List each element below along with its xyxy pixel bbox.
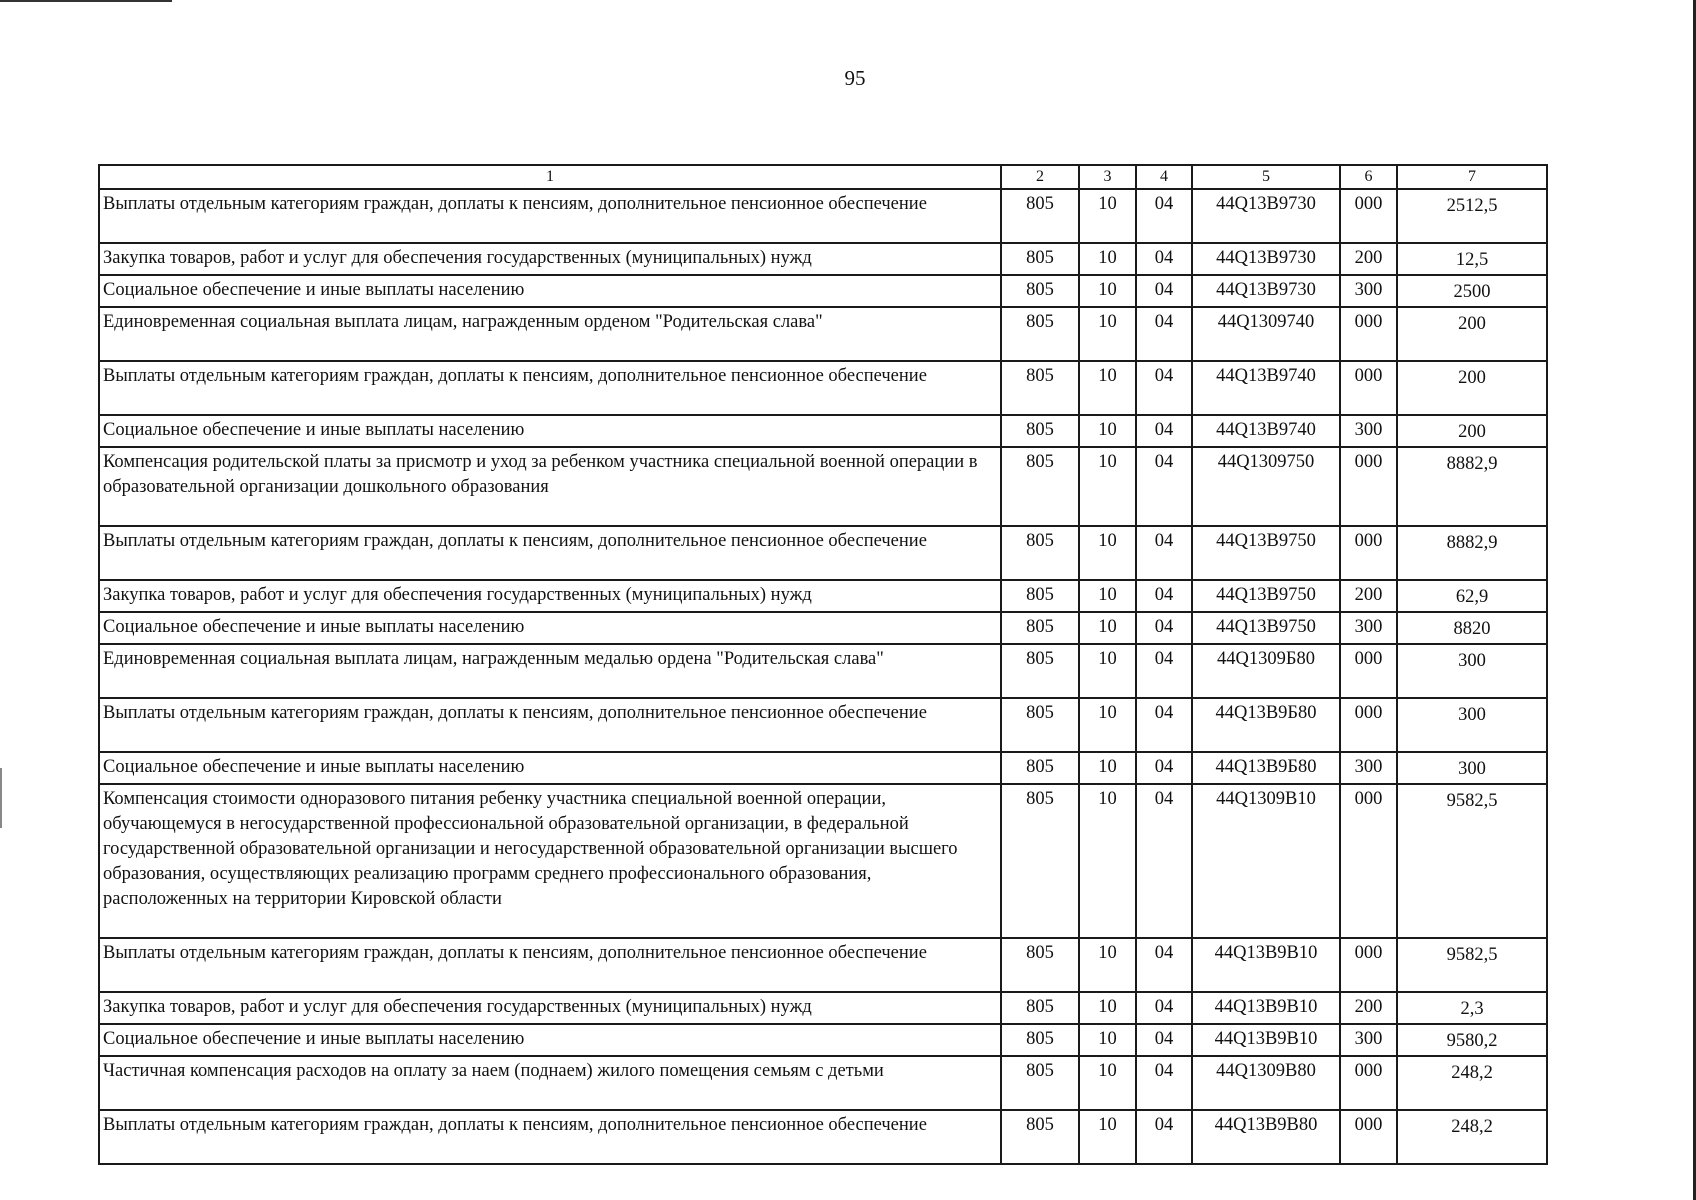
- row-code-5-cell: 44Q13B9B10: [1192, 1024, 1340, 1056]
- row-code-2-cell: 805: [1001, 1024, 1079, 1056]
- budget-table: [98, 164, 1548, 1165]
- row-name-cell: Компенсация родительской платы за присмотр и уход за ребенком участника специальной военной операции в образовательной организации дошкольного образования: [99, 447, 1001, 526]
- row-code-3-cell: 10: [1079, 580, 1136, 612]
- table-row: [99, 526, 1547, 580]
- row-code-6-cell: 300: [1340, 612, 1397, 644]
- row-code-4-cell: 04: [1136, 1110, 1192, 1164]
- row-code-6-cell: 000: [1340, 1056, 1397, 1110]
- row-code-5-cell: 44Q13B9730: [1192, 243, 1340, 275]
- row-code-6-cell: 200: [1340, 580, 1397, 612]
- row-amount-cell: 12,5: [1397, 243, 1547, 275]
- row-name-cell: Единовременная социальная выплата лицам, награжденным орденом "Родительская слава": [99, 307, 1001, 361]
- row-code-4-cell: 04: [1136, 580, 1192, 612]
- row-amount-cell: 200: [1397, 307, 1547, 361]
- table-body: [99, 189, 1547, 1164]
- row-code-4-cell: 04: [1136, 189, 1192, 243]
- table-row: [99, 698, 1547, 752]
- row-code-2-cell: 805: [1001, 361, 1079, 415]
- row-code-3-cell: 10: [1079, 1110, 1136, 1164]
- row-amount-cell: 248,2: [1397, 1056, 1547, 1110]
- row-code-4-cell: 04: [1136, 243, 1192, 275]
- row-code-6-cell: 300: [1340, 415, 1397, 447]
- row-code-2-cell: 805: [1001, 243, 1079, 275]
- table-row: [99, 415, 1547, 447]
- row-code-2-cell: 805: [1001, 307, 1079, 361]
- row-code-5-cell: 44Q1309750: [1192, 447, 1340, 526]
- row-code-6-cell: 000: [1340, 447, 1397, 526]
- row-code-2-cell: 805: [1001, 415, 1079, 447]
- row-code-4-cell: 04: [1136, 1024, 1192, 1056]
- row-code-3-cell: 10: [1079, 752, 1136, 784]
- row-code-2-cell: 805: [1001, 938, 1079, 992]
- table-row: [99, 1110, 1547, 1164]
- row-amount-cell: 9582,5: [1397, 938, 1547, 992]
- row-code-6-cell: 000: [1340, 526, 1397, 580]
- row-name-cell: Закупка товаров, работ и услуг для обеспечения государственных (муниципальных) нужд: [99, 243, 1001, 275]
- row-code-3-cell: 10: [1079, 189, 1136, 243]
- header-cell-2: 2: [1001, 165, 1079, 189]
- row-code-5-cell: 44Q13B9730: [1192, 275, 1340, 307]
- row-name-cell: Социальное обеспечение и иные выплаты населению: [99, 1024, 1001, 1056]
- row-amount-cell: 8882,9: [1397, 526, 1547, 580]
- row-code-3-cell: 10: [1079, 992, 1136, 1024]
- row-code-5-cell: 44Q13B9740: [1192, 415, 1340, 447]
- row-code-4-cell: 04: [1136, 275, 1192, 307]
- row-name-cell: Выплаты отдельным категориям граждан, доплаты к пенсиям, дополнительное пенсионное обеспечение: [99, 1110, 1001, 1164]
- table-row: [99, 189, 1547, 243]
- row-code-2-cell: 805: [1001, 1056, 1079, 1110]
- row-code-5-cell: 44Q1309740: [1192, 307, 1340, 361]
- row-code-3-cell: 10: [1079, 361, 1136, 415]
- row-name-cell: Социальное обеспечение и иные выплаты населению: [99, 612, 1001, 644]
- row-name-cell: Частичная компенсация расходов на оплату за наем (поднаем) жилого помещения семьям с детьми: [99, 1056, 1001, 1110]
- row-code-5-cell: 44Q1309Б80: [1192, 644, 1340, 698]
- row-name-cell: Закупка товаров, работ и услуг для обеспечения государственных (муниципальных) нужд: [99, 992, 1001, 1024]
- table-row: [99, 243, 1547, 275]
- row-code-4-cell: 04: [1136, 415, 1192, 447]
- row-code-2-cell: 805: [1001, 189, 1079, 243]
- row-code-6-cell: 000: [1340, 784, 1397, 938]
- header-cell-5: 5: [1192, 165, 1340, 189]
- row-code-5-cell: 44Q13B9Б80: [1192, 752, 1340, 784]
- row-code-6-cell: 300: [1340, 752, 1397, 784]
- row-amount-cell: 8882,9: [1397, 447, 1547, 526]
- table-row: [99, 447, 1547, 526]
- table-row: [99, 1056, 1547, 1110]
- row-code-2-cell: 805: [1001, 698, 1079, 752]
- row-code-6-cell: 000: [1340, 307, 1397, 361]
- row-code-4-cell: 04: [1136, 784, 1192, 938]
- row-code-3-cell: 10: [1079, 415, 1136, 447]
- row-name-cell: Выплаты отдельным категориям граждан, доплаты к пенсиям, дополнительное пенсионное обеспечение: [99, 938, 1001, 992]
- row-code-6-cell: 200: [1340, 243, 1397, 275]
- row-code-3-cell: 10: [1079, 243, 1136, 275]
- table-row: [99, 307, 1547, 361]
- row-code-3-cell: 10: [1079, 447, 1136, 526]
- row-name-cell: Выплаты отдельным категориям граждан, доплаты к пенсиям, дополнительное пенсионное обеспечение: [99, 698, 1001, 752]
- row-amount-cell: 300: [1397, 698, 1547, 752]
- row-code-2-cell: 805: [1001, 1110, 1079, 1164]
- row-code-5-cell: 44Q13B9750: [1192, 612, 1340, 644]
- row-code-4-cell: 04: [1136, 992, 1192, 1024]
- row-code-2-cell: 805: [1001, 275, 1079, 307]
- table-row: [99, 784, 1547, 938]
- row-code-3-cell: 10: [1079, 307, 1136, 361]
- row-code-6-cell: 300: [1340, 1024, 1397, 1056]
- row-code-4-cell: 04: [1136, 307, 1192, 361]
- row-code-5-cell: 44Q13B9Б80: [1192, 698, 1340, 752]
- row-code-3-cell: 10: [1079, 1056, 1136, 1110]
- row-amount-cell: 2512,5: [1397, 189, 1547, 243]
- row-code-3-cell: 10: [1079, 275, 1136, 307]
- row-code-4-cell: 04: [1136, 526, 1192, 580]
- row-amount-cell: 2,3: [1397, 992, 1547, 1024]
- table-row: [99, 612, 1547, 644]
- row-code-3-cell: 10: [1079, 784, 1136, 938]
- table-row: [99, 752, 1547, 784]
- row-code-6-cell: 200: [1340, 992, 1397, 1024]
- row-code-2-cell: 805: [1001, 784, 1079, 938]
- row-amount-cell: 248,2: [1397, 1110, 1547, 1164]
- row-code-6-cell: 000: [1340, 938, 1397, 992]
- row-code-2-cell: 805: [1001, 752, 1079, 784]
- row-code-3-cell: 10: [1079, 612, 1136, 644]
- row-code-4-cell: 04: [1136, 644, 1192, 698]
- row-code-2-cell: 805: [1001, 580, 1079, 612]
- row-code-6-cell: 000: [1340, 361, 1397, 415]
- table-row: [99, 992, 1547, 1024]
- row-code-6-cell: 300: [1340, 275, 1397, 307]
- row-code-5-cell: 44Q13B9750: [1192, 526, 1340, 580]
- table-row: [99, 938, 1547, 992]
- table-row: [99, 275, 1547, 307]
- row-code-3-cell: 10: [1079, 938, 1136, 992]
- row-name-cell: Социальное обеспечение и иные выплаты населению: [99, 415, 1001, 447]
- row-amount-cell: 200: [1397, 361, 1547, 415]
- row-code-6-cell: 000: [1340, 1110, 1397, 1164]
- row-code-6-cell: 000: [1340, 189, 1397, 243]
- header-cell-1: 1: [99, 165, 1001, 189]
- row-code-4-cell: 04: [1136, 698, 1192, 752]
- page-number: 95: [844, 66, 866, 90]
- row-amount-cell: 8820: [1397, 612, 1547, 644]
- table-header-row: [99, 165, 1547, 189]
- row-code-5-cell: 44Q1309B80: [1192, 1056, 1340, 1110]
- row-code-4-cell: 04: [1136, 752, 1192, 784]
- row-code-5-cell: 44Q13B9B10: [1192, 938, 1340, 992]
- row-code-2-cell: 805: [1001, 644, 1079, 698]
- row-code-4-cell: 04: [1136, 361, 1192, 415]
- row-code-4-cell: 04: [1136, 447, 1192, 526]
- row-name-cell: Компенсация стоимости одноразового питания ребенку участника специальной военной операции, обучающемуся в негосударственной профессиональной образовательной организации, в федеральной государственной образовательной организации и негосударственной образовательной организации высшего образования, осуществляющих реализацию программ среднего профессионального образования, расположенных на территории Кировской области: [99, 784, 1001, 938]
- row-name-cell: Социальное обеспечение и иные выплаты населению: [99, 752, 1001, 784]
- row-name-cell: Единовременная социальная выплата лицам, награжденным медалью ордена "Родительская слава": [99, 644, 1001, 698]
- row-code-2-cell: 805: [1001, 992, 1079, 1024]
- row-amount-cell: 9582,5: [1397, 784, 1547, 938]
- row-name-cell: Выплаты отдельным категориям граждан, доплаты к пенсиям, дополнительное пенсионное обеспечение: [99, 526, 1001, 580]
- row-code-2-cell: 805: [1001, 612, 1079, 644]
- row-name-cell: Закупка товаров, работ и услуг для обеспечения государственных (муниципальных) нужд: [99, 580, 1001, 612]
- row-amount-cell: 9580,2: [1397, 1024, 1547, 1056]
- row-amount-cell: 300: [1397, 752, 1547, 784]
- row-code-6-cell: 000: [1340, 698, 1397, 752]
- row-code-4-cell: 04: [1136, 938, 1192, 992]
- header-cell-6: 6: [1340, 165, 1397, 189]
- row-code-5-cell: 44Q13B9B80: [1192, 1110, 1340, 1164]
- row-code-6-cell: 000: [1340, 644, 1397, 698]
- row-amount-cell: 200: [1397, 415, 1547, 447]
- row-code-3-cell: 10: [1079, 644, 1136, 698]
- row-code-3-cell: 10: [1079, 1024, 1136, 1056]
- row-code-4-cell: 04: [1136, 612, 1192, 644]
- row-code-5-cell: 44Q13B9750: [1192, 580, 1340, 612]
- header-cell-4: 4: [1136, 165, 1192, 189]
- row-name-cell: Выплаты отдельным категориям граждан, доплаты к пенсиям, дополнительное пенсионное обеспечение: [99, 189, 1001, 243]
- row-code-5-cell: 44Q1309B10: [1192, 784, 1340, 938]
- row-code-2-cell: 805: [1001, 526, 1079, 580]
- table-row: [99, 1024, 1547, 1056]
- row-code-5-cell: 44Q13B9730: [1192, 189, 1340, 243]
- row-code-2-cell: 805: [1001, 447, 1079, 526]
- header-cell-7: 7: [1397, 165, 1547, 189]
- row-name-cell: Социальное обеспечение и иные выплаты населению: [99, 275, 1001, 307]
- row-code-3-cell: 10: [1079, 698, 1136, 752]
- row-code-3-cell: 10: [1079, 526, 1136, 580]
- row-code-5-cell: 44Q13B9B10: [1192, 992, 1340, 1024]
- row-code-4-cell: 04: [1136, 1056, 1192, 1110]
- row-amount-cell: 2500: [1397, 275, 1547, 307]
- row-amount-cell: 62,9: [1397, 580, 1547, 612]
- scan-corner-mark: [0, 0, 172, 2]
- header-cell-3: 3: [1079, 165, 1136, 189]
- scan-edge-mark-left: [0, 768, 2, 828]
- table-row: [99, 361, 1547, 415]
- table-row: [99, 644, 1547, 698]
- row-amount-cell: 300: [1397, 644, 1547, 698]
- row-code-5-cell: 44Q13B9740: [1192, 361, 1340, 415]
- row-name-cell: Выплаты отдельным категориям граждан, доплаты к пенсиям, дополнительное пенсионное обеспечение: [99, 361, 1001, 415]
- table-row: [99, 580, 1547, 612]
